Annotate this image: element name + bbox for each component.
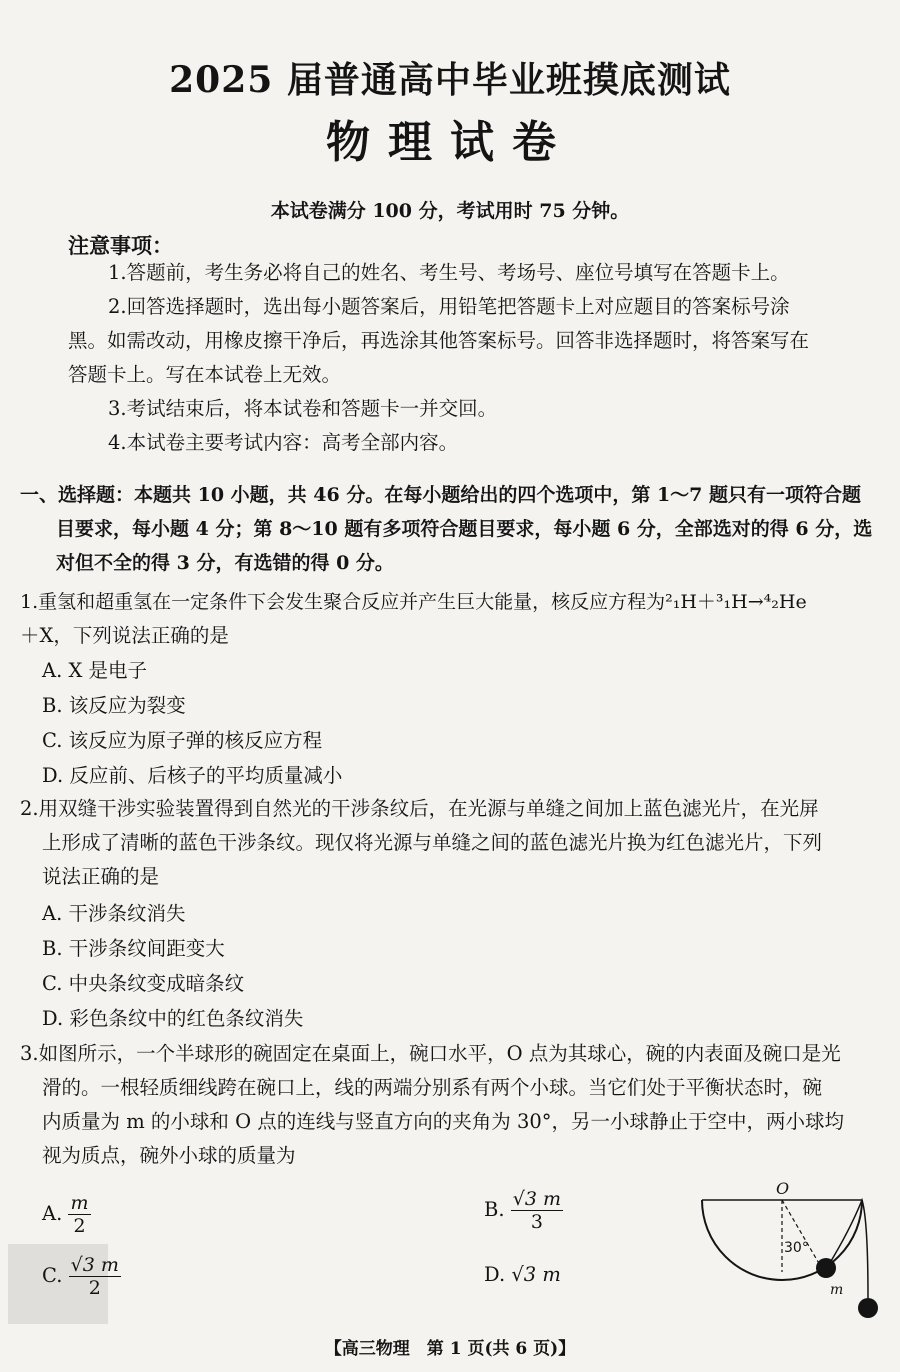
- note-line: 3.考试结束后，将本试卷和答题卡一并交回。: [108, 397, 498, 420]
- denominator: 2: [88, 1277, 101, 1299]
- question-1-option-a: A. X 是电子: [42, 659, 148, 682]
- option-label: B.: [484, 1198, 505, 1221]
- question-2-stem: 说法正确的是: [42, 865, 160, 888]
- outer-ball: [858, 1298, 878, 1318]
- bowl-figure: [700, 1180, 890, 1330]
- question-3-stem: 滑的。一根轻质细线跨在碗口上，线的两端分别系有两个小球。当它们处于平衡状态时，碗: [42, 1076, 823, 1099]
- question-3-stem: 视为质点，碗外小球的质量为: [42, 1144, 296, 1167]
- question-3-stem: 3.如图所示，一个半球形的碗固定在桌面上，碗口水平，O 点为其球心，碗的内表面及碗口是光: [20, 1042, 841, 1065]
- option-label: D.: [484, 1263, 506, 1286]
- question-2-stem: 2.用双缝干涉实验装置得到自然光的干涉条纹后，在光源与单缝之间加上蓝色滤光片，在光屏: [20, 797, 819, 820]
- question-3-option-d: [484, 1263, 561, 1286]
- question-2-option-c: C. 中央条纹变成暗条纹: [42, 972, 245, 995]
- note-line: 1.答题前，考生务必将自己的姓名、考生号、考场号、座位号填写在答题卡上。: [108, 261, 790, 284]
- section-instructions: 目要求，每小题 4 分；第 8～10 题有多项符合题目要求，每小题 6 分，全部选对的得 6 分，选: [56, 518, 873, 540]
- question-2-option-b: B. 干涉条纹间距变大: [42, 937, 225, 960]
- numerator: m: [70, 1192, 89, 1214]
- question-3-option-c: [42, 1254, 121, 1299]
- question-3-option-b: [484, 1188, 563, 1233]
- angle-label: 30°: [784, 1240, 809, 1256]
- option-label: C.: [42, 1264, 63, 1287]
- fraction: [511, 1188, 563, 1233]
- section-instructions: 对但不全的得 3 分，有选错的得 0 分。: [56, 552, 394, 574]
- subject-title: 物理试卷: [326, 117, 574, 168]
- question-1-option-d: D. 反应前、后核子的平均质量减小: [42, 764, 343, 787]
- ball-mass-label: m: [830, 1282, 844, 1298]
- question-3-option-a: [42, 1192, 91, 1237]
- numerator: √3 m: [70, 1254, 119, 1276]
- question-2-option-d: D. 彩色条纹中的红色条纹消失: [42, 1007, 304, 1030]
- exam-meta: 本试卷满分 100 分，考试用时 75 分钟。: [270, 200, 630, 222]
- option-value: √3 m: [511, 1263, 561, 1286]
- exam-title: 2025 届普通高中毕业班摸底测试: [169, 59, 731, 101]
- note-line: 答题卡上。写在本试卷上无效。: [68, 363, 342, 386]
- option-label: A.: [42, 1202, 63, 1225]
- notes-title: 注意事项：: [68, 233, 173, 258]
- question-2-stem: 上形成了清晰的蓝色干涉条纹。现仅将光源与单缝之间的蓝色滤光片换为红色滤光片，下列: [42, 831, 823, 854]
- inner-ball: [816, 1258, 836, 1278]
- fraction: [69, 1254, 121, 1299]
- question-1-option-c: C. 该反应为原子弹的核反应方程: [42, 729, 323, 752]
- page-footer: 【高三物理 第 1 页(共 6 页)】: [324, 1339, 576, 1359]
- center-label: O: [776, 1180, 790, 1198]
- note-line: 2.回答选择题时，选出每小题答案后，用铅笔把答题卡上对应题目的答案标号涂: [108, 295, 790, 318]
- question-2-option-a: A. 干涉条纹消失: [42, 902, 186, 925]
- section-instructions: 一、选择题：本题共 10 小题，共 46 分。在每小题给出的四个选项中，第 1～7 题只有一项符合题: [20, 484, 862, 506]
- question-1-stem: 1.重氢和超重氢在一定条件下会发生聚合反应并产生巨大能量，核反应方程为²₁H＋³₁H→⁴₂He: [20, 591, 807, 613]
- denominator: 3: [530, 1211, 543, 1233]
- denominator: 2: [73, 1215, 86, 1237]
- fraction: [68, 1192, 90, 1237]
- numerator: √3 m: [512, 1188, 561, 1210]
- question-3-stem: 内质量为 m 的小球和 O 点的连线与竖直方向的夹角为 30°，另一小球静止于空中，两小球均: [42, 1110, 845, 1133]
- radius-dashed-line: [782, 1200, 824, 1272]
- bowl-surface: [702, 1200, 862, 1280]
- question-1-option-b: B. 该反应为裂变: [42, 694, 186, 717]
- question-1-stem: ＋X，下列说法正确的是: [20, 624, 229, 647]
- note-line: 4.本试卷主要考试内容：高考全部内容。: [108, 431, 459, 454]
- note-line: 黑。如需改动，用橡皮擦干净后，再选涂其他答案标号。回答非选择题时，将答案写在: [68, 329, 810, 352]
